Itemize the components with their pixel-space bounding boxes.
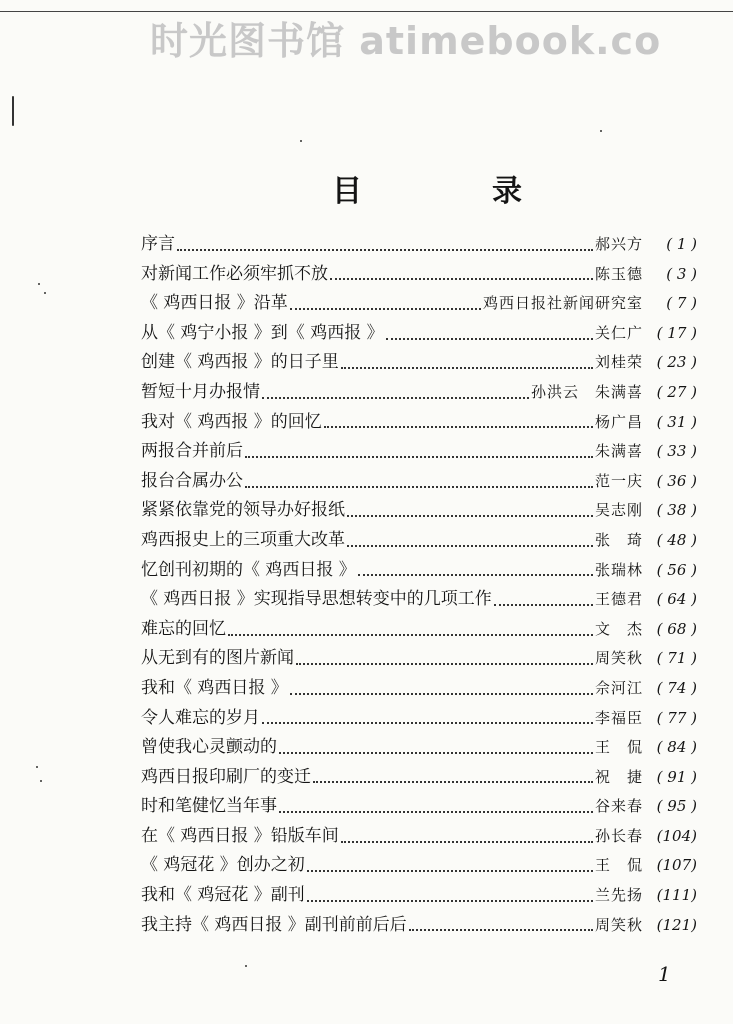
- entry-page: (111): [656, 886, 697, 905]
- table-of-contents: [141, 230, 697, 940]
- leader-dots: [358, 574, 593, 576]
- title-char-1: 目: [332, 174, 362, 209]
- entry-author: 关仁广: [594, 323, 643, 342]
- entry-page: (121): [656, 915, 697, 934]
- toc-entry: [141, 260, 697, 290]
- toc-entry: [141, 881, 697, 911]
- entry-title: 忆创刊初期的《 鸡西日报 》: [141, 559, 356, 580]
- toc-entry: [141, 615, 697, 645]
- entry-title: 令人难忘的岁月: [141, 707, 260, 728]
- entry-title: 《 鸡西日报 》实现指导思想转变中的几项工作: [141, 589, 492, 610]
- entry-page: (104): [656, 826, 697, 845]
- entry-author: 吴志刚: [594, 501, 643, 520]
- entry-author: 杨广昌: [594, 412, 643, 431]
- entry-title: 鸡西报史上的三项重大改革: [141, 529, 345, 550]
- entry-page: ( 3 ): [666, 264, 697, 283]
- toc-entry: [141, 437, 697, 467]
- toc-entry: [141, 408, 697, 438]
- entry-page: ( 56 ): [656, 560, 697, 579]
- entry-author: 祝 捷: [594, 767, 643, 786]
- entry-page: ( 74 ): [656, 678, 697, 697]
- entry-title: 紧紧依靠党的领导办好报纸: [141, 500, 345, 521]
- entry-title: 曾使我心灵颤动的: [141, 737, 277, 758]
- entry-author: 张 琦: [594, 530, 643, 549]
- leader-dots: [347, 515, 593, 517]
- leader-dots: [330, 278, 593, 280]
- toc-entry: [141, 792, 697, 822]
- entry-author: 周笑秋: [594, 915, 643, 934]
- entry-title: 《 鸡冠花 》创办之初: [141, 855, 305, 876]
- leader-dots: [341, 367, 593, 369]
- entry-author: 王 侃: [594, 856, 643, 875]
- toc-entry: [141, 319, 697, 349]
- entry-title: 我和《 鸡冠花 》副刊: [141, 885, 305, 906]
- entry-author: 孙长春: [594, 826, 643, 845]
- entry-page: ( 68 ): [656, 619, 697, 638]
- leader-dots: [228, 634, 593, 636]
- entry-page: ( 48 ): [656, 530, 697, 549]
- entry-author: 朱满喜: [594, 442, 643, 461]
- entry-page: ( 95 ): [656, 797, 697, 816]
- toc-entry: [141, 526, 697, 556]
- toc-entry: [141, 763, 697, 793]
- entry-page: ( 77 ): [656, 708, 697, 727]
- toc-entry: [141, 556, 697, 586]
- leader-dots: [262, 722, 593, 724]
- leader-dots: [494, 604, 593, 606]
- entry-author: 范一庆: [594, 471, 643, 490]
- entry-author: 周笑秋: [594, 649, 643, 668]
- entry-page: ( 36 ): [656, 471, 697, 490]
- entry-page: ( 64 ): [656, 590, 697, 609]
- entry-page: ( 27 ): [656, 382, 697, 401]
- entry-page: ( 31 ): [656, 412, 697, 431]
- toc-entry: [141, 585, 697, 615]
- leader-dots: [290, 693, 593, 695]
- entry-title: 鸡西日报印刷厂的变迁: [141, 766, 311, 787]
- entry-page: ( 33 ): [656, 442, 697, 461]
- toc-entry: [141, 467, 697, 497]
- entry-title: 从《 鸡宁小报 》到《 鸡西报 》: [141, 322, 384, 343]
- entry-author: 王德君: [594, 590, 643, 609]
- toc-entry: [141, 911, 697, 941]
- leader-dots: [341, 841, 593, 843]
- entry-title: 暂短十月办报情: [141, 381, 260, 402]
- page-number: 1: [658, 962, 671, 986]
- entry-page: ( 38 ): [656, 501, 697, 520]
- toc-entry: [141, 289, 697, 319]
- entry-author: 佘河江: [594, 678, 643, 697]
- leader-dots: [347, 545, 593, 547]
- entry-page: ( 1 ): [666, 235, 697, 253]
- entry-title: 我主持《 鸡西日报 》副刊前前后后: [141, 914, 407, 935]
- watermark: 时光图书馆 atimebook.co: [150, 19, 662, 63]
- toc-entry: [141, 733, 697, 763]
- entry-title: 创建《 鸡西报 》的日子里: [141, 352, 339, 373]
- leader-dots: [296, 663, 593, 665]
- leader-dots: [409, 929, 593, 931]
- entry-title: 两报合并前后: [141, 441, 243, 462]
- entry-author: 文 杰: [594, 619, 643, 638]
- entry-author: 陈玉德: [594, 264, 643, 283]
- entry-title: 对新闻工作必须牢抓不放: [141, 263, 328, 284]
- entry-author: 孙洪云 朱满喜: [530, 382, 643, 401]
- leader-dots: [279, 811, 593, 813]
- toc-entry: [141, 674, 697, 704]
- entry-page: ( 7 ): [666, 294, 697, 313]
- entry-title: 从无到有的图片新闻: [141, 648, 294, 669]
- toc-entry: [141, 230, 697, 260]
- leader-dots: [386, 338, 593, 340]
- leader-dots: [313, 781, 593, 783]
- entry-author: 谷来春: [594, 797, 643, 816]
- toc-entry: [141, 348, 697, 378]
- toc-entry: [141, 851, 697, 881]
- title-char-2: 录: [492, 174, 522, 209]
- toc-entry: [141, 822, 697, 852]
- leader-dots: [177, 249, 593, 251]
- entry-title: 《 鸡西日报 》沿革: [141, 293, 288, 314]
- page-title: [332, 166, 522, 210]
- leader-dots: [290, 308, 481, 310]
- entry-page: (107): [656, 856, 697, 875]
- entry-page: ( 84 ): [656, 738, 697, 757]
- entry-title: 我对《 鸡西报 》的回忆: [141, 411, 322, 432]
- entry-author: 李福臣: [594, 708, 643, 727]
- leader-dots: [307, 870, 593, 872]
- leader-dots: [307, 900, 593, 902]
- leader-dots: [279, 752, 593, 754]
- toc-entry: [141, 496, 697, 526]
- entry-page: ( 23 ): [656, 353, 697, 372]
- entry-title: 序言: [141, 234, 175, 254]
- entry-page: ( 91 ): [656, 767, 697, 786]
- entry-author: 张瑞林: [594, 560, 643, 579]
- toc-entry: [141, 704, 697, 734]
- entry-page: ( 17 ): [656, 323, 697, 342]
- entry-author: 兰先扬: [594, 886, 643, 905]
- entry-title: 我和《 鸡西日报 》: [141, 677, 288, 698]
- entry-title: 在《 鸡西日报 》铅版车间: [141, 825, 339, 846]
- leader-dots: [324, 426, 593, 428]
- entry-author: 王 侃: [594, 738, 643, 757]
- entry-title: 报台合属办公: [141, 470, 243, 491]
- leader-dots: [245, 456, 593, 458]
- entry-author: 鸡西日报社新闻研究室: [482, 294, 643, 313]
- entry-title: 难忘的回忆: [141, 618, 226, 639]
- toc-entry: [141, 644, 697, 674]
- entry-title: 时和笔健忆当年事: [141, 796, 277, 817]
- leader-dots: [262, 397, 529, 399]
- toc-entry: [141, 378, 697, 408]
- entry-author: 郝兴方: [594, 235, 643, 253]
- entry-page: ( 71 ): [656, 649, 697, 668]
- entry-author: 刘桂荣: [594, 353, 643, 372]
- leader-dots: [245, 486, 593, 488]
